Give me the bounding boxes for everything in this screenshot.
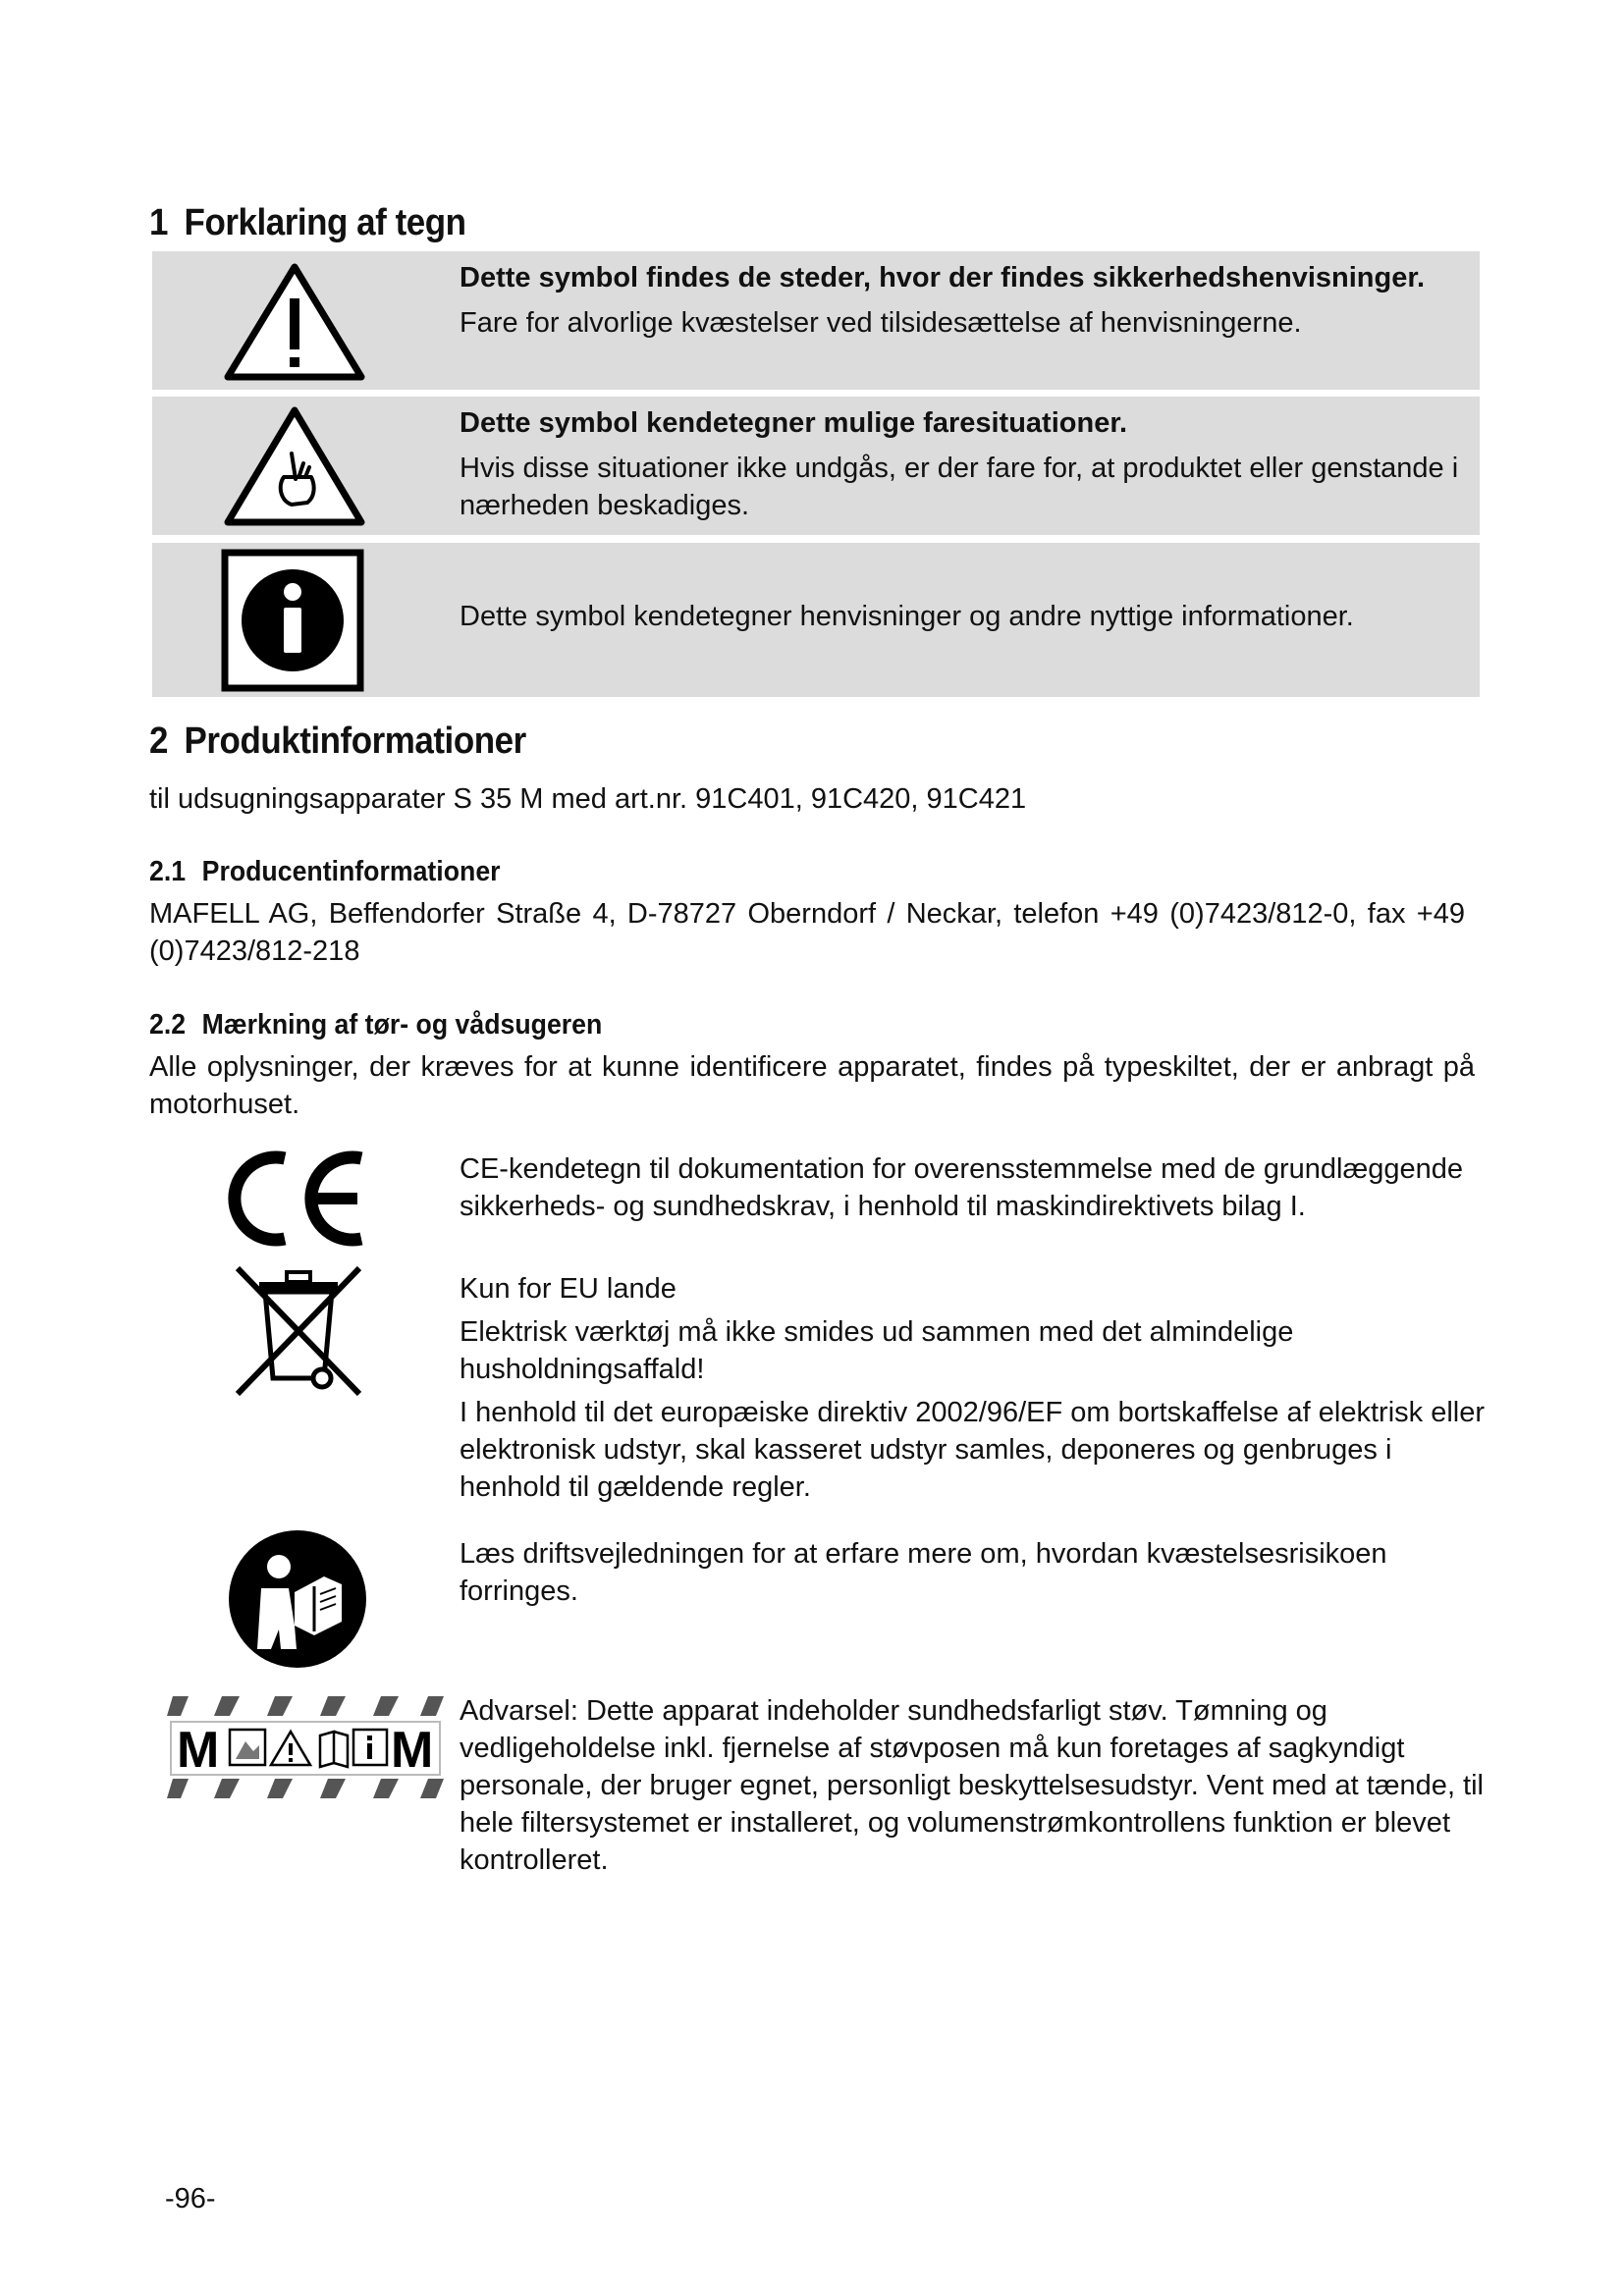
section-number: 2 xyxy=(149,721,168,762)
subsection-2-1-title xyxy=(149,856,501,888)
hand-warning-icon xyxy=(221,402,368,530)
symbol-heading: Dette symbol kendetegner mulige faresituationer. xyxy=(460,407,1128,439)
symbol-row-danger xyxy=(152,251,1480,390)
section-2-title xyxy=(149,721,526,763)
ce-mark-icon xyxy=(224,1148,371,1249)
subsection-title-text: Mærkning af tør- og vådsugeren xyxy=(201,1009,603,1041)
mark-description: CE-kendetegn til dokumentation for overensstemmelse med de grundlæggende sikkerheds- og sundhedskrav, i henhold til maskindirektivets bilag I. xyxy=(460,1153,1464,1222)
mark-description xyxy=(460,1270,1486,1512)
symbol-text: Dette symbol kendetegner henvisninger og andre nyttige informationer. xyxy=(460,601,1354,632)
symbol-description xyxy=(460,404,1461,524)
crossed-bin-icon xyxy=(232,1262,365,1402)
symbol-description xyxy=(460,259,1461,342)
weee-directive: I henhold til det europæiske direktiv 2002/96/EF om bortskaffelse af elektrisk eller elektronisk udstyr, skal kasseret udstyr samles, deponeres og genbruges i henhold til gældende regler. xyxy=(460,1397,1485,1503)
subsection-number: 2.2 xyxy=(149,1009,187,1041)
symbol-description xyxy=(460,598,1461,635)
dust-class-row xyxy=(149,1686,1485,1876)
section-title-text: Produktinformationer xyxy=(184,721,526,762)
symbol-text: Fare for alvorlige kvæstelser ved tilsidesættelse af henvisningerne. xyxy=(460,307,1302,339)
mark-description: Advarsel: Dette apparat indeholder sundhedsfarligt støv. Tømning og vedligeholdelse inkl. fjernelse af støvposen må kun foretages af sagkyndigt personale, der bruger egnet, personligt beskyttelsesudstyr. Vent med at tænde, til hele filtersystemet er installeret, og volumenstrømkontrollens funktion er blevet kontrolleret. xyxy=(460,1695,1484,1876)
read-manual-icon xyxy=(226,1527,369,1671)
info-icon xyxy=(221,549,364,692)
subsection-2-2-title xyxy=(149,1009,602,1041)
symbol-row-caution xyxy=(152,397,1480,535)
manufacturer-info: MAFELL AG, Beffendorfer Straße 4, D-78727 Oberndorf / Neckar, telefon +49 (0)7423/812-0, fax +49 (0)7423/812-218 xyxy=(149,898,1465,967)
section-1-title xyxy=(149,202,466,244)
page-number: -96- xyxy=(165,2183,216,2215)
identification-text: Alle oplysninger, der kræves for at kunne identificere apparatet, findes på typeskiltet, der er anbragt på motorhuset. xyxy=(149,1051,1475,1120)
weee-eu-only: Kun for EU lande xyxy=(460,1273,677,1305)
symbol-row-info xyxy=(152,543,1480,697)
dust-class-m-icon xyxy=(167,1690,444,1804)
product-intro: til udsugningsapparater S 35 M med art.nr. 91C401, 91C420, 91C421 xyxy=(149,783,1027,815)
symbol-heading: Dette symbol findes de steder, hvor der findes sikkerhedshenvisninger. xyxy=(460,262,1426,294)
subsection-number: 2.1 xyxy=(149,856,187,887)
dust-class-label-left: M xyxy=(177,1722,220,1779)
read-manual-row xyxy=(149,1527,1485,1665)
subsection-title-text: Producentinformationer xyxy=(201,856,501,887)
ce-mark-row xyxy=(149,1145,1485,1253)
weee-no-household: Elektrisk værktøj må ikke smides ud sammen med det almindelige husholdningsaffald! xyxy=(460,1316,1294,1385)
symbol-text: Hvis disse situationer ikke undgås, er der fare for, at produktet eller genstande i nærheden beskadiges. xyxy=(460,453,1459,521)
weee-mark-row xyxy=(149,1262,1485,1513)
mark-description: Læs driftsvejledningen for at erfare mere om, hvordan kvæstelsesrisikoen forringes. xyxy=(460,1538,1387,1607)
section-number: 1 xyxy=(149,202,168,243)
dust-class-label-right: M xyxy=(391,1722,434,1779)
warning-exclamation-icon xyxy=(221,259,368,385)
section-title-text: Forklaring af tegn xyxy=(184,202,466,243)
